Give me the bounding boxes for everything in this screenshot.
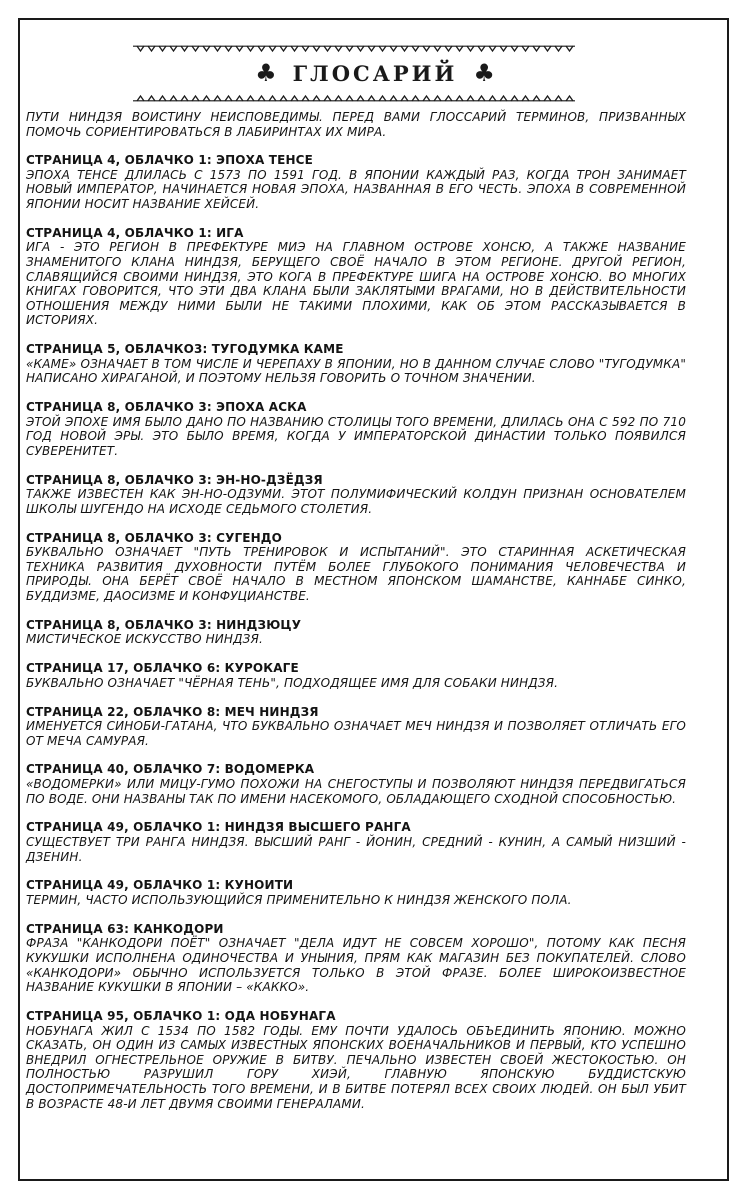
glossary-entry — [26, 153, 686, 211]
entry-title: СТРАНИЦА 8, ОБЛАЧКО 3: ЭН-НО-ДЗЁДЗЯ — [26, 472, 323, 487]
glossary-body — [26, 110, 686, 1125]
glossary-entry — [26, 226, 686, 328]
entry-title: СТРАНИЦА 49, ОБЛАЧКО 1: НИНДЗЯ ВЫСШЕГО РАНГА — [26, 820, 411, 835]
glossary-entry — [26, 661, 686, 690]
glossary-entry — [26, 473, 686, 517]
entry-title: СТРАНИЦА 8, ОБЛАЧКО 3: СУГЕНДО — [26, 530, 282, 545]
entry-text: НОБУНАГА ЖИЛ С 1534 ПО 1582 ГОДЫ. ЕМУ ПОЧТИ УДАЛОСЬ ОБЪЕДИНИТЬ ЯПОНИЮ. МОЖНО СКАЗАТЬ, ОН ОДИН ИЗ САМЫХ ИЗВЕСТНЫХ ЯПОНСКИХ ВОЕНАЧАЛЬНИКОВ И ПЕРВЫЙ, КТО УСПЕШНО ВНЕДРИЛ ОГНЕСТРЕЛЬНОЕ ОРУЖИЕ В БИТВУ. ПЕЧАЛЬНО ИЗВЕСТЕН СВОЕЙ ЖЕСТОКОСТЬЮ. ОН ПОЛНОСТЬЮ РАЗРУШИЛ ГОРУ ХИЭЙ, ГЛАВНУЮ ЯПОНСКУЮ БУДДИСТСКУЮ ДОСТОПРИМЕЧАТЕЛЬНОСТЬ ТОГО ВРЕМЕНИ, И В БИТВЕ ПОТЕРЯЛ ВСЕХ СВОИХ ЛЮДЕЙ. ОН БЫЛ УБИТ В ВОЗРАСТЕ 48-И ЛЕТ ДВУМЯ СВОИМИ ГЕНЕРАЛАМИ. — [26, 1023, 686, 1111]
entry-text: ЭПОХА ТЕНСЕ ДЛИЛАСЬ С 1573 ПО 1591 ГОД. В ЯПОНИИ КАЖДЫЙ РАЗ, КОГДА ТРОН ЗАНИМАЕТ НОВЫЙ ИМПЕРАТОР, НАЧИНАЕТСЯ НОВАЯ ЭПОХА, НАЗВАННАЯ В ЕГО ЧЕСТЬ. ЭПОХА В СОВРЕМЕННОЙ ЯПОНИИ НОСИТ НАЗВАНИЕ ХЕЙСЕЙ. — [26, 167, 686, 211]
entry-text: БУКВАЛЬНО ОЗНАЧАЕТ "ЧЁРНАЯ ТЕНЬ", ПОДХОДЯЩЕЕ ИМЯ ДЛЯ СОБАКИ НИНДЗЯ. — [26, 675, 559, 690]
glossary-entry — [26, 762, 686, 806]
glossary-entry — [26, 705, 686, 749]
entry-text: МИСТИЧЕСКОЕ ИСКУССТВО НИНДЗЯ. — [26, 632, 263, 647]
entry-text: ТЕРМИН, ЧАСТО ИСПОЛЬЗУЮЩИЙСЯ ПРИМЕНИТЕЛЬНО К НИНДЗЯ ЖЕНСКОГО ПОЛА. — [26, 893, 572, 907]
glossary-entry — [26, 531, 686, 604]
glossary-entry — [26, 618, 686, 647]
entry-title: СТРАНИЦА 8, ОБЛАЧКО 3: НИНДЗЮЦУ — [26, 617, 302, 632]
title-row — [0, 56, 750, 90]
entry-title: СТРАНИЦА 40, ОБЛАЧКО 7: ВОДОМЕРКА — [26, 762, 315, 777]
entry-text: ТАКЖЕ ИЗВЕСТЕН КАК ЭН-НО-ОДЗУМИ. ЭТОТ ПОЛУМИФИЧЕСКИЙ КОЛДУН ПРИЗНАН ОСНОВАТЕЛЕМ ШКОЛЫ ШУГЕНДО НА ИСХОДЕ СЕДЬМОГО СТОЛЕТИЯ. — [26, 487, 686, 516]
entry-text: ИГА - ЭТО РЕГИОН В ПРЕФЕКТУРЕ МИЭ НА ГЛАВНОМ ОСТРОВЕ ХОНСЮ, А ТАКЖЕ НАЗВАНИЕ ЗНАМЕНИТОГО КЛАНА НИНДЗЯ, БЕРУЩЕГО СВОЁ НАЧАЛО В ЭТОМ РЕГИОНЕ. ДРУГОЙ РЕГИОН, СЛАВЯЩИЙСЯ СВОИМИ НИНДЗЯ, ЭТО КОГА В ПРЕФЕКТУРЕ ШИГА НА ОСТРОВЕ ХОНСЮ. ВО МНОГИХ КНИГАХ ГОВОРИТСЯ, ЧТО ЭТИ ДВА КЛАНА БЫЛИ ЗАКЛЯТЫМИ ВРАГАМИ, НО В ДЕЙСТВИТЕЛЬНОСТИ ОТНОШЕНИЯ МЕЖДУ НИМИ БЫЛИ НЕ ТАКИМИ ПЛОХИМИ, КАК ОБ ЭТОМ РАССКАЗЫВАЕТСЯ В ИСТОРИЯХ. — [26, 240, 686, 328]
intro-paragraph: ПУТИ НИНДЗЯ ВОИСТИНУ НЕИСПОВЕДИМЫ. ПЕРЕД ВАМИ ГЛОССАРИЙ ТЕРМИНОВ, ПРИЗВАННЫХ ПОМОЧЬ СОРИЕНТИРОВАТЬСЯ В ЛАБИРИНТАХ ИХ МИРА. — [26, 110, 686, 139]
title-band — [0, 30, 750, 120]
glossary-entry — [26, 878, 686, 907]
entry-title: СТРАНИЦА 4, ОБЛАЧКО 1: ИГА — [26, 225, 244, 240]
club-suit-icon: ♣ — [255, 59, 277, 87]
entry-title: СТРАНИЦА 22, ОБЛАЧКО 8: МЕЧ НИНДЗЯ — [26, 704, 319, 719]
glossary-entry — [26, 342, 686, 386]
glossary-entry — [26, 400, 686, 458]
entry-text: ФРАЗА "КАНКОДОРИ ПОЁТ" ОЗНАЧАЕТ "ДЕЛА ИДУТ НЕ СОВСЕМ ХОРОШО", ПОТОМУ КАК ПЕСНЯ КУКУШКИ ИСПОЛНЕНА ОДИНОЧЕСТВА И УНЫНИЯ, ПРЯМ КАК МАГАЗИН БЕЗ ПОКУПАТЕЛЕЙ. СЛОВО «КАНКОДОРИ» ОБЫЧНО ИСПОЛЬЗУЕТСЯ ТОЛЬКО В ЭТОЙ ФРАЗЕ. БОЛЕЕ ШИРОКОИЗВЕСТНОЕ НАЗВАНИЕ КУКУШКИ В ЯПОНИИ – «КАККО». — [26, 936, 686, 995]
glossary-entry — [26, 820, 686, 864]
entry-text: СУЩЕСТВУЕТ ТРИ РАНГА НИНДЗЯ. ВЫСШИЙ РАНГ - ЙОНИН, СРЕДНИЙ - КУНИН, А САМЫЙ НИЗШИЙ - ДЗЕНИН. — [26, 835, 686, 864]
entry-title: СТРАНИЦА 95, ОБЛАЧКО 1: ОДА НОБУНАГА — [26, 1008, 336, 1023]
entry-text: БУКВАЛЬНО ОЗНАЧАЕТ "ПУТЬ ТРЕНИРОВОК И ИСПЫТАНИЙ". ЭТО СТАРИННАЯ АСКЕТИЧЕСКАЯ ТЕХНИКА РАЗВИТИЯ ДУХОВНОСТИ ПУТЁМ БОЛЕЕ ГЛУБОКОГО ПОНИМАНИЯ ЧЕЛОВЕЧЕСТВА И ПРИРОДЫ. ОНА БЕРЁТ СВОЁ НАЧАЛО В МЕСТНОМ ЯПОНСКОМ ШАМАНСТВЕ, КАННАБЕ СИНКО, БУДДИЗМЕ, ДАОСИЗМЕ И КОНФУЦИАНСТВЕ. — [26, 545, 686, 603]
entry-title: СТРАНИЦА 63: КАНКОДОРИ — [26, 921, 224, 936]
entry-text: «КАМЕ» ОЗНАЧАЕТ В ТОМ ЧИСЛЕ И ЧЕРЕПАХУ В ЯПОНИИ, НО В ДАННОМ СЛУЧАЕ СЛОВО "ТУГОДУМКА" НАПИСАНО ХИРАГАНОЙ, И ПОЭТОМУ НЕЛЬЗЯ ГОВОРИТЬ О ТОЧНОМ ЗНАЧЕНИИ. — [26, 356, 686, 386]
bottom-ornament-rule — [133, 94, 575, 102]
entry-title: СТРАНИЦА 49, ОБЛАЧКО 1: КУНОИТИ — [26, 878, 294, 893]
glossary-entry — [26, 922, 686, 995]
entry-title: СТРАНИЦА 8, ОБЛАЧКО 3: ЭПОХА АСКА — [26, 400, 307, 415]
entry-title: СТРАНИЦА 5, ОБЛАЧКО3: ТУГОДУМКА КАМЕ — [26, 342, 344, 357]
entry-text: «ВОДОМЕРКИ» ИЛИ МИЦУ-ГУМО ПОХОЖИ НА СНЕГОСТУПЫ И ПОЗВОЛЯЮТ НИНДЗЯ ПЕРЕДВИГАТЬСЯ ПО ВОДЕ. ОНИ НАЗВАНЫ ТАК ПО ИМЕНИ НАСЕКОМОГО, ОБЛАДАЮЩЕГО СХОДНОЙ СПОСОБНОСТЬЮ. — [26, 777, 686, 806]
entry-text: ЭТОЙ ЭПОХЕ ИМЯ БЫЛО ДАНО ПО НАЗВАНИЮ СТОЛИЦЫ ТОГО ВРЕМЕНИ, ДЛИЛАСЬ ОНА С 592 ПО 710 ГОД НОВОЙ ЭРЫ. ЭТО БЫЛО ВРЕМЯ, КОГДА У ИМПЕРАТОРСКОЙ ДИНАСТИИ ТОЛЬКО ПОЯВИЛСЯ СУВЕРЕНИТЕТ. — [26, 414, 686, 458]
entry-text: ИМЕНУЕТСЯ СИНОБИ-ГАТАНА, ЧТО БУКВАЛЬНО ОЗНАЧАЕТ МЕЧ НИНДЗЯ И ПОЗВОЛЯЕТ ОТЛИЧАТЬ ЕГО ОТ МЕЧА САМУРАЯ. — [26, 719, 686, 748]
page-title: ГЛОСАРИЙ — [292, 60, 458, 86]
top-ornament-rule — [133, 45, 575, 53]
entry-title: СТРАНИЦА 4, ОБЛАЧКО 1: ЭПОХА ТЕНСЕ — [26, 153, 313, 168]
glossary-entry-list — [26, 153, 686, 1111]
glossary-entry — [26, 1009, 686, 1111]
club-suit-icon: ♣ — [473, 59, 495, 87]
entry-title: СТРАНИЦА 17, ОБЛАЧКО 6: КУРОКАГЕ — [26, 661, 299, 676]
